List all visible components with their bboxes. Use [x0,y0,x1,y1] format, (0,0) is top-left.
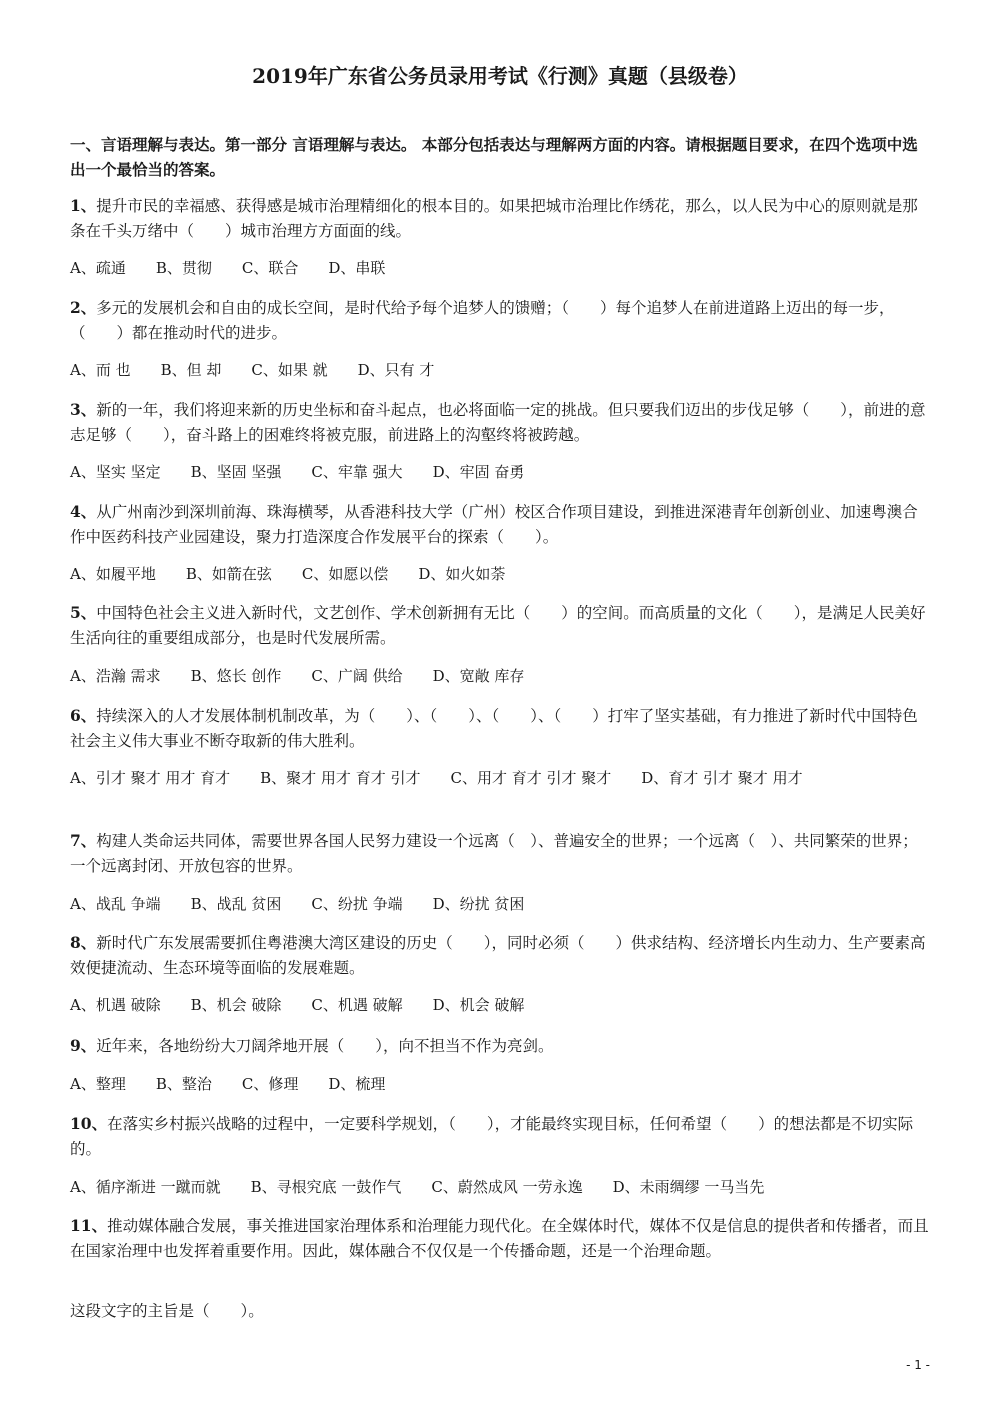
question-2-options: A、而 也 B、但 却 C、如果 就 D、只有 才 [70,361,435,379]
question-1 [70,193,930,244]
question-6-options: A、引才 聚才 用才 育才 B、聚才 用才 育才 引才 C、用才 育才 引才 聚才 D、育才 引才 聚才 用才 [70,769,803,787]
question-3-options: A、坚实 坚定 B、坚固 坚强 C、牢靠 强大 D、牢固 奋勇 [70,463,525,481]
page-title: 2019年广东省公务员录用考试《行测》真题（县级卷） [252,64,748,88]
page-number: - 1 - [906,1358,930,1372]
question-number: 4、 [70,502,97,521]
question-number: 10、 [70,1114,108,1133]
question-number: 5、 [70,603,97,622]
question-text: 中国特色社会主义进入新时代，文艺创作、学术创新拥有无比（ ）的空间。而高质量的文化（ ），是满足人民美好生活向往的重要组成部分，也是时代发展所需。 [70,604,926,647]
question-3 [70,397,930,448]
question-number: 9、 [70,1036,97,1055]
question-9 [70,1033,930,1059]
question-1-options: A、疏通 B、贯彻 C、联合 D、串联 [70,259,386,277]
question-number: 8、 [70,933,97,952]
question-7-options: A、战乱 争端 B、战乱 贫困 C、纷扰 争端 D、纷扰 贫困 [70,895,525,913]
question-text: 推动媒体融合发展，事关推进国家治理体系和治理能力现代化。在全媒体时代，媒体不仅是信息的提供者和传播者，而且在国家治理中也发挥着重要作用。因此，媒体融合不仅仅是一个传播命题，还是一个治理命题。 [70,1217,929,1260]
section-heading: 一、言语理解与表达。第一部分 言语理解与表达。 本部分包括表达与理解两方面的内容。请根据题目要求，在四个选项中选出一个最恰当的答案。 [70,135,918,179]
question-text: 新的一年，我们将迎来新的历史坐标和奋斗起点，也必将面临一定的挑战。但只要我们迈出的步伐足够（ ），前进的意志足够（ ），奋斗路上的困难终将被克服，前进路上的沟壑终将被跨越。 [70,401,926,444]
question-number: 2、 [70,298,97,317]
question-text: 近年来，各地纷纷大刀阔斧地开展（ ），向不担当不作为亮剑。 [96,1037,554,1055]
question-number: 3、 [70,400,97,419]
question-text: 从广州南沙到深圳前海、珠海横琴，从香港科技大学（广州）校区合作项目建设，到推进深港青年创新创业、加速粤澳合作中医药科技产业园建设，聚力打造深度合作发展平台的探索（ ）。 [70,503,918,546]
question-5 [70,600,930,651]
question-11-stem: 这段文字的主旨是（ ）。 [70,1302,264,1320]
question-8 [70,930,930,981]
question-text: 持续深入的人才发展体制机制改革，为（ ）、（ ）、（ ）、（ ）打牢了坚实基础，有力推进了新时代中国特色社会主义伟大事业不断夺取新的伟大胜利。 [70,707,918,750]
question-text: 多元的发展机会和自由的成长空间，是时代给予每个追梦人的馈赠；（ ）每个追梦人在前进道路上迈出的每一步，（ ）都在推动时代的进步。 [70,299,895,342]
question-number: 11、 [70,1216,108,1235]
question-text: 提升市民的幸福感、获得感是城市治理精细化的根本目的。如果把城市治理比作绣花，那么，以人民为中心的原则就是那条在千头万绪中（ ）城市治理方方面面的线。 [70,197,918,240]
question-4 [70,499,930,550]
question-number: 7、 [70,831,97,850]
question-text: 构建人类命运共同体，需要世界各国人民努力建设一个远离（ ）、普遍安全的世界；一个远离（ ）、共同繁荣的世界；一个远离封闭、开放包容的世界。 [70,832,918,875]
question-2 [70,295,930,346]
question-text: 在落实乡村振兴战略的过程中，一定要科学规划，（ ），才能最终实现目标，任何希望（ ）的想法都是不切实际的。 [70,1115,914,1158]
question-6 [70,703,930,754]
question-9-options: A、整理 B、整治 C、修理 D、梳理 [70,1075,386,1093]
question-7 [70,828,930,879]
question-number: 1、 [70,196,97,215]
question-8-options: A、机遇 破除 B、机会 破除 C、机遇 破解 D、机会 破解 [70,996,525,1014]
question-number: 6、 [70,706,97,725]
question-10-options: A、循序渐进 一蹴而就 B、寻根究底 一鼓作气 C、蔚然成风 一劳永逸 D、未雨绸缪 一马当先 [70,1178,765,1196]
question-5-options: A、浩瀚 需求 B、悠长 创作 C、广阔 供给 D、宽敞 库存 [70,667,525,685]
question-11 [70,1213,930,1264]
question-text: 新时代广东发展需要抓住粤港澳大湾区建设的历史（ ），同时必须（ ）供求结构、经济增长内生动力、生产要素高效便捷流动、生态环境等面临的发展难题。 [70,934,926,977]
question-4-options: A、如履平地 B、如箭在弦 C、如愿以偿 D、如火如荼 [70,565,506,583]
question-10 [70,1111,930,1162]
